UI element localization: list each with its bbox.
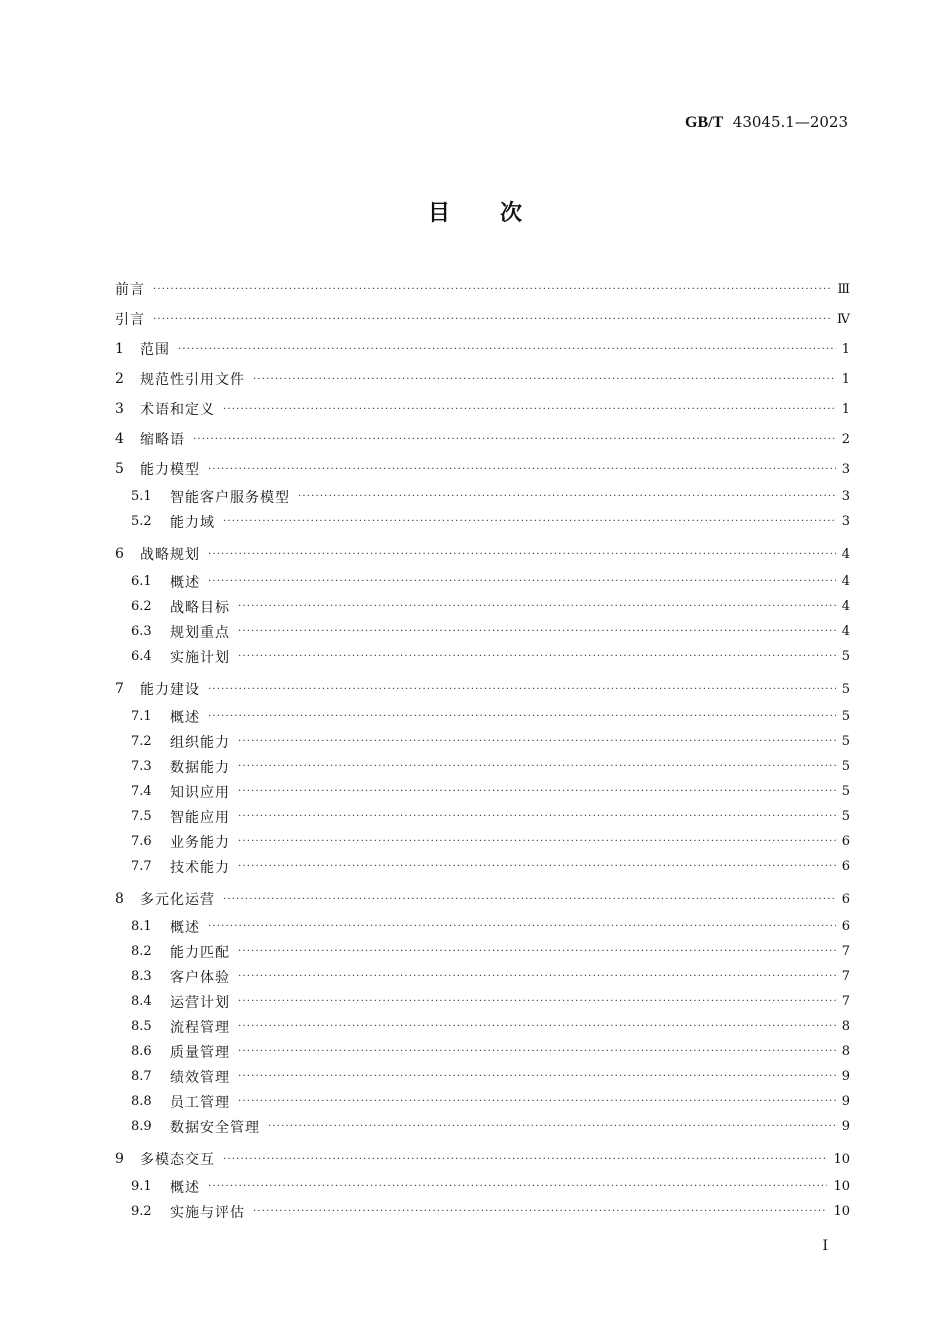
- toc-entry-number: 4: [115, 431, 124, 447]
- toc-entry-page: 4: [841, 546, 850, 562]
- toc-entry-page: 9: [841, 1069, 850, 1084]
- toc-entry-page: 10: [833, 1204, 850, 1219]
- standard-number-header: [685, 113, 848, 132]
- dot-leader: [298, 491, 836, 502]
- toc-entry[interactable]: [115, 829, 850, 854]
- toc-entry-number: 8: [115, 891, 124, 907]
- toc-entry-number: 8.7: [131, 1069, 152, 1084]
- dot-leader: [223, 516, 836, 527]
- toc-entry-page: 1: [841, 401, 850, 417]
- dot-leader: [253, 374, 836, 385]
- toc-entry-number: 2: [115, 371, 124, 387]
- toc-entry[interactable]: [115, 704, 850, 729]
- dot-leader: [178, 344, 836, 355]
- toc-entry-title: 数据安全管理: [170, 1119, 260, 1136]
- dot-leader: [153, 284, 831, 295]
- toc-entry-title: 质量管理: [170, 1044, 230, 1061]
- toc-entry-page: 5: [841, 734, 850, 749]
- dot-leader: [208, 1181, 827, 1192]
- toc-entry-number: 7.2: [131, 734, 152, 749]
- dot-leader: [208, 549, 836, 560]
- toc-entry-number: 7.7: [131, 859, 152, 874]
- toc-entry[interactable]: [115, 394, 850, 424]
- toc-entry-number: 9.1: [131, 1179, 152, 1194]
- toc-entry[interactable]: [115, 509, 850, 534]
- toc-entry-title: 能力模型: [140, 462, 200, 478]
- toc-entry-number: 1: [115, 341, 124, 357]
- toc-entry-page: 5: [841, 709, 850, 724]
- toc-entry-title: 客户体验: [170, 969, 230, 986]
- toc-entry-number: 7.1: [131, 709, 152, 724]
- toc-entry[interactable]: [115, 729, 850, 754]
- toc-entry[interactable]: [115, 619, 850, 644]
- dot-leader: [208, 464, 836, 475]
- dot-leader: [208, 576, 836, 587]
- toc-entry-title: 术语和定义: [140, 402, 215, 418]
- toc-entry-title: 战略目标: [170, 599, 230, 616]
- table-of-contents: [115, 274, 850, 1224]
- standard-prefix: GB/T: [685, 114, 724, 131]
- toc-entry-number: 6.3: [131, 624, 152, 639]
- toc-entry-number: 9.2: [131, 1204, 152, 1219]
- toc-entry-page: 6: [841, 834, 850, 849]
- page-number: Ⅰ: [822, 1238, 828, 1254]
- toc-entry[interactable]: [115, 1064, 850, 1089]
- toc-entry-page: 9: [841, 1094, 850, 1109]
- dot-leader: [208, 711, 836, 722]
- toc-entry[interactable]: [115, 754, 850, 779]
- toc-entry-page: Ⅲ: [837, 281, 850, 297]
- toc-entry[interactable]: [115, 1014, 850, 1039]
- toc-entry[interactable]: [115, 884, 850, 914]
- dot-leader: [253, 1206, 827, 1217]
- toc-entry[interactable]: [115, 854, 850, 879]
- toc-entry-number: 6.2: [131, 599, 152, 614]
- toc-entry-title: 战略规划: [140, 547, 200, 563]
- toc-entry[interactable]: [115, 1089, 850, 1114]
- standard-number: 43045.1—2023: [732, 113, 848, 131]
- toc-entry-number: 5: [115, 461, 124, 477]
- toc-entry-number: 8.8: [131, 1094, 152, 1109]
- dot-leader: [238, 736, 836, 747]
- toc-entry-page: 7: [841, 969, 850, 984]
- toc-entry-title: 能力建设: [140, 682, 200, 698]
- toc-entry-page: 5: [841, 809, 850, 824]
- toc-entry-title: 缩略语: [140, 432, 185, 448]
- dot-leader: [238, 1046, 836, 1057]
- toc-entry[interactable]: [115, 569, 850, 594]
- toc-entry[interactable]: [115, 484, 850, 509]
- toc-entry[interactable]: [115, 304, 850, 334]
- dot-leader: [238, 861, 836, 872]
- toc-entry-number: 7.5: [131, 809, 152, 824]
- dot-leader: [238, 996, 836, 1007]
- toc-entry-title: 概述: [170, 574, 200, 591]
- toc-entry-number: 8.2: [131, 944, 152, 959]
- toc-entry-title: 规范性引用文件: [140, 372, 245, 388]
- dot-leader: [153, 314, 831, 325]
- toc-entry-page: 1: [841, 371, 850, 387]
- toc-entry-page: 6: [841, 859, 850, 874]
- toc-entry-page: 2: [841, 431, 850, 447]
- toc-entry-title: 概述: [170, 919, 200, 936]
- toc-entry-title: 绩效管理: [170, 1069, 230, 1086]
- toc-entry[interactable]: [115, 539, 850, 569]
- toc-entry-title: 组织能力: [170, 734, 230, 751]
- toc-entry-number: 7.6: [131, 834, 152, 849]
- toc-entry-title: 概述: [170, 709, 200, 726]
- toc-entry-number: 9: [115, 1151, 124, 1167]
- toc-entry[interactable]: [115, 1199, 850, 1224]
- toc-entry-number: 8.9: [131, 1119, 152, 1134]
- toc-entry[interactable]: [115, 1114, 850, 1139]
- toc-entry-page: 4: [841, 574, 850, 589]
- toc-entry-number: 8.1: [131, 919, 152, 934]
- toc-entry[interactable]: [115, 454, 850, 484]
- toc-entry-page: 6: [841, 919, 850, 934]
- toc-entry[interactable]: [115, 424, 850, 454]
- toc-entry-title: 多元化运营: [140, 892, 215, 908]
- toc-entry-page: 7: [841, 944, 850, 959]
- toc-entry-title: 员工管理: [170, 1094, 230, 1111]
- toc-entry-page: 7: [841, 994, 850, 1009]
- toc-entry-page: 3: [841, 514, 850, 529]
- toc-entry-page: 5: [841, 649, 850, 664]
- toc-entry-page: 4: [841, 599, 850, 614]
- toc-entry-page: 8: [841, 1019, 850, 1034]
- toc-entry-title: 概述: [170, 1179, 200, 1196]
- toc-entry-title: 规划重点: [170, 624, 230, 641]
- dot-leader: [238, 651, 836, 662]
- toc-entry[interactable]: [115, 1144, 850, 1174]
- dot-leader: [238, 1096, 836, 1107]
- page-title: 目次: [427, 200, 572, 226]
- toc-entry-number: 6: [115, 546, 124, 562]
- toc-entry-number: 6.4: [131, 649, 152, 664]
- toc-entry-number: 8.5: [131, 1019, 152, 1034]
- dot-leader: [238, 946, 836, 957]
- dot-leader: [238, 971, 836, 982]
- toc-entry-title: 智能客户服务模型: [170, 489, 290, 506]
- toc-entry-title: 引言: [115, 312, 145, 328]
- toc-entry-title: 能力域: [170, 514, 215, 531]
- toc-entry-number: 8.6: [131, 1044, 152, 1059]
- toc-entry-number: 3: [115, 401, 124, 417]
- toc-entry-page: 5: [841, 784, 850, 799]
- toc-entry-page: 5: [841, 759, 850, 774]
- toc-entry-page: 10: [833, 1179, 850, 1194]
- toc-entry-title: 数据能力: [170, 759, 230, 776]
- toc-entry-page: 6: [841, 891, 850, 907]
- toc-entry-title: 多模态交互: [140, 1152, 215, 1168]
- toc-entry-title: 流程管理: [170, 1019, 230, 1036]
- dot-leader: [223, 404, 836, 415]
- toc-entry-page: 10: [833, 1151, 850, 1167]
- toc-entry-page: 9: [841, 1119, 850, 1134]
- toc-entry-title: 知识应用: [170, 784, 230, 801]
- toc-entry[interactable]: [115, 939, 850, 964]
- toc-entry-page: Ⅳ: [837, 311, 850, 327]
- dot-leader: [238, 1021, 836, 1032]
- toc-entry-number: 8.3: [131, 969, 152, 984]
- toc-entry-title: 智能应用: [170, 809, 230, 826]
- dot-leader: [238, 761, 836, 772]
- dot-leader: [223, 1154, 827, 1165]
- toc-entry-page: 4: [841, 624, 850, 639]
- toc-entry-title: 范围: [140, 342, 170, 358]
- toc-entry-number: 6.1: [131, 574, 152, 589]
- toc-entry-title: 运营计划: [170, 994, 230, 1011]
- toc-entry-number: 5.2: [131, 514, 152, 529]
- toc-entry[interactable]: [115, 964, 850, 989]
- toc-entry[interactable]: [115, 594, 850, 619]
- toc-entry-page: 5: [841, 681, 850, 697]
- dot-leader: [223, 894, 836, 905]
- toc-entry[interactable]: [115, 914, 850, 939]
- toc-entry-page: 8: [841, 1044, 850, 1059]
- toc-entry-number: 8.4: [131, 994, 152, 1009]
- toc-entry[interactable]: [115, 1174, 850, 1199]
- toc-entry-number: 7: [115, 681, 124, 697]
- dot-leader: [208, 684, 836, 695]
- dot-leader: [238, 786, 836, 797]
- toc-entry-title: 能力匹配: [170, 944, 230, 961]
- toc-entry[interactable]: [115, 334, 850, 364]
- toc-entry[interactable]: [115, 779, 850, 804]
- toc-entry[interactable]: [115, 804, 850, 829]
- toc-entry-number: 7.4: [131, 784, 152, 799]
- dot-leader: [208, 921, 836, 932]
- toc-entry-page: 1: [841, 341, 850, 357]
- toc-entry-number: 7.3: [131, 759, 152, 774]
- toc-entry[interactable]: [115, 644, 850, 669]
- dot-leader: [193, 434, 836, 445]
- dot-leader: [268, 1121, 836, 1132]
- toc-entry-title: 技术能力: [170, 859, 230, 876]
- dot-leader: [238, 626, 836, 637]
- dot-leader: [238, 601, 836, 612]
- toc-entry[interactable]: [115, 1039, 850, 1064]
- toc-entry-title: 业务能力: [170, 834, 230, 851]
- toc-entry-number: 5.1: [131, 489, 152, 504]
- dot-leader: [238, 1071, 836, 1082]
- toc-entry[interactable]: [115, 674, 850, 704]
- toc-entry[interactable]: [115, 274, 850, 304]
- dot-leader: [238, 836, 836, 847]
- toc-entry-page: 3: [841, 461, 850, 477]
- toc-entry-title: 实施与评估: [170, 1204, 245, 1221]
- toc-entry[interactable]: [115, 989, 850, 1014]
- toc-entry-title: 实施计划: [170, 649, 230, 666]
- toc-entry[interactable]: [115, 364, 850, 394]
- toc-entry-title: 前言: [115, 282, 145, 298]
- toc-entry-page: 3: [841, 489, 850, 504]
- dot-leader: [238, 811, 836, 822]
